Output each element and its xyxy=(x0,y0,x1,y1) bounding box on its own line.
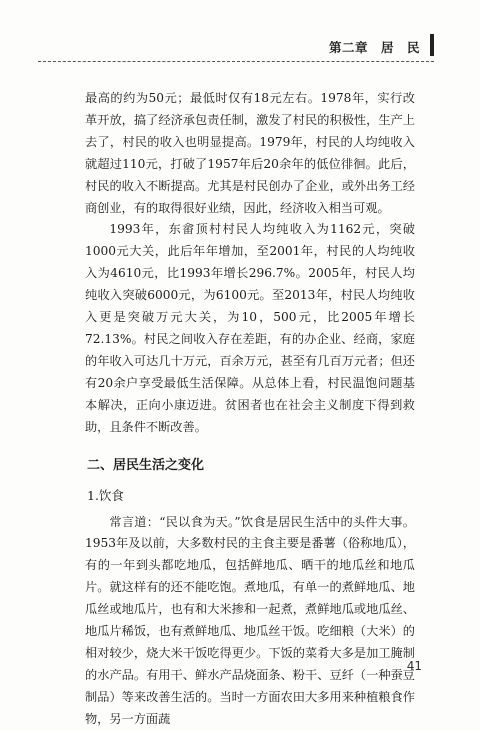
section-heading: 二、居民生活之变化 xyxy=(87,457,205,473)
paragraph-2: 1993年，东畲顶村村民人均纯收入为1162元，突破1000元大关，此后年年增加，至2001年，村民的人均纯收入为4610元，比1993年增长296.7%。2005年，村民人均纯收入突破6000元，为6100元。至2013年，村民人均纯收入更是突破万元大关，为10，500元，比2005年增长72.13%。村民之间收入存在差距，有的办企业、经商，家庭的年收入可达几十万元，百余万元，甚至有几百万元者；但还有20余户享受最低生活保障。从总体上看，村民温饱问题基本解决，正向小康迈进。贫困者也在社会主义制度下得到救助，且条件不断改善。 xyxy=(85,222,415,434)
header-bar-mark xyxy=(430,34,434,56)
header-dashed-rule xyxy=(38,61,434,62)
page-body xyxy=(85,88,415,731)
paragraph-3: 常言道：“民以食为天。”饮食是居民生活中的头件大事。1953年及以前，大多数村民的主食主要是番薯（俗称地瓜），有的一年到头都吃地瓜，包括鲜地瓜、晒干的地瓜丝和地瓜片。就这样有的还不能吃饱。煮地瓜，有单一的煮鲜地瓜、地瓜丝或地瓜片，也有和大米掺和一起煮，煮鲜地瓜或地瓜丝、地瓜片稀饭，也有煮鲜地瓜、地瓜丝干饭。吃细粮（大米）的相对较少，烧大米干饭吃得更少。下饭的菜肴大多是加工腌制的水产品。有用干、鲜水产品烧面条、粉干、豆纤（一种蚕豆制品）等来改善生活的。当时一方面农田大多用来种植粮食作物，另一方面蔬 xyxy=(85,514,415,726)
chapter-title: 第二章 居 民 xyxy=(328,40,420,55)
paragraph-1: 最高的约为50元；最低时仅有18元左右。1978年，实行改革开放，搞了经济承包责任制，激发了村民的积极性，生产上去了，村民的收入也明显提高。1979年，村民的人均纯收入就超过110元，打破了1957年后20余年的低位徘徊。此后，村民的收入不断提高。尤其是村民创办了企业，或外出务工经商创业，有的取得很好业绩，因此，经济收入相当可观。 xyxy=(85,91,415,215)
running-header xyxy=(38,34,434,62)
subsection-heading: 1.饮食 xyxy=(87,487,124,503)
page-number: 41 xyxy=(406,659,422,673)
